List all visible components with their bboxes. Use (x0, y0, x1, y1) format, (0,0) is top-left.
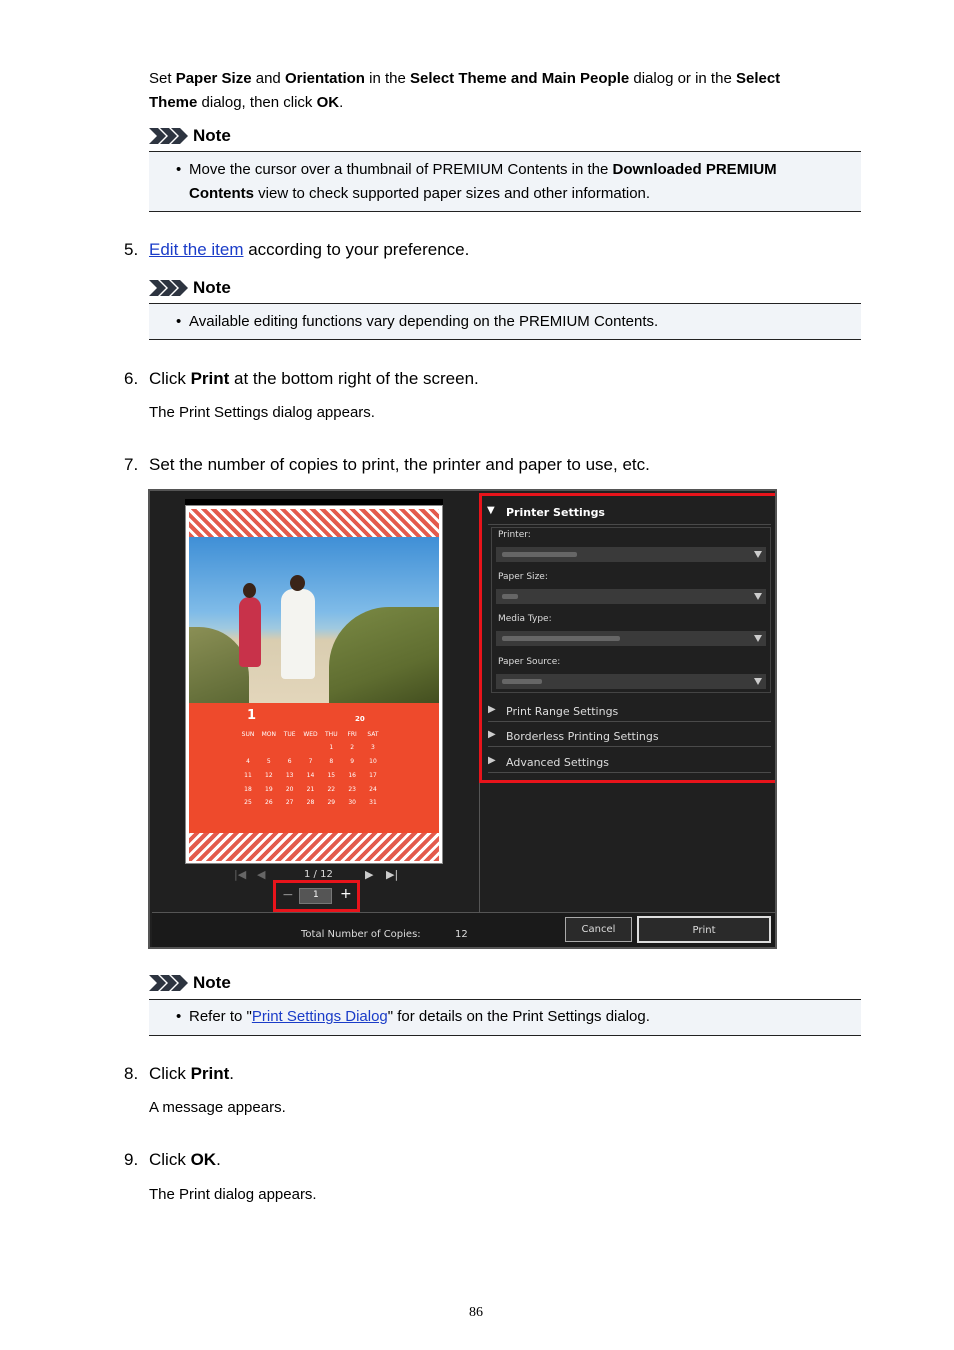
note-box (149, 303, 861, 340)
separator (488, 746, 771, 747)
calendar-week: 25 26 27 28 29 30 31 (244, 799, 377, 806)
calendar-year: 20 (355, 715, 365, 723)
step-number: 9. (124, 1150, 139, 1169)
total-copies-label: Total Number of Copies: (301, 929, 421, 940)
step-8-text: Click Print. (149, 1064, 235, 1083)
page-number: 86 (469, 1305, 483, 1320)
paper-size-select[interactable] (496, 589, 766, 604)
paper-source-label: Paper Source: (498, 657, 561, 667)
advanced-settings[interactable]: Advanced Settings (506, 756, 609, 769)
calendar-weekdays: SUN MON TUE WED THU FRI SAT (241, 731, 379, 738)
expand-triangle-icon[interactable]: ▼ (487, 505, 495, 516)
note-item: • Available editing functions vary depending on the PREMIUM Contents. (176, 313, 659, 330)
pattern-band (189, 509, 439, 537)
separator (488, 721, 771, 722)
photo (189, 537, 439, 703)
note-title: Note (193, 278, 231, 297)
cancel-button[interactable]: Cancel (565, 917, 632, 942)
calendar-grid-area (189, 703, 439, 833)
note-item: • Move the cursor over a thumbnail of PREMIUM Contents in the Downloaded PREMIUM Contents view to check supported paper sizes and other information. (176, 161, 777, 202)
step-6-text: Click Print at the bottom right of the screen. (149, 369, 479, 388)
note-heading (149, 972, 231, 994)
total-copies-value: 12 (455, 929, 468, 940)
edit-item-link[interactable]: Edit the item (149, 240, 244, 259)
copies-input[interactable]: 1 (299, 888, 332, 904)
first-page-icon[interactable]: |◀ (234, 868, 247, 881)
note-arrows-icon (149, 280, 189, 296)
pattern-band (189, 833, 439, 861)
note-heading (149, 277, 231, 299)
note-arrows-icon (149, 128, 189, 144)
print-button[interactable]: Print (637, 916, 771, 943)
next-page-icon[interactable]: ▶ (365, 868, 374, 881)
note-box (149, 151, 861, 212)
note-item: • Refer to "Print Settings Dialog" for details on the Print Settings dialog. (176, 1008, 650, 1025)
calendar-week: 4 5 6 7 8 9 10 (246, 758, 377, 765)
calendar-week: 18 19 20 21 22 23 24 (244, 786, 377, 793)
step-8-result: A message appears. (149, 1099, 286, 1116)
calendar-preview (185, 505, 443, 864)
separator (488, 772, 771, 773)
step-number: 5. (124, 240, 139, 259)
note-heading (149, 125, 231, 147)
calendar-month: 1 (247, 708, 257, 723)
step-number: 6. (124, 369, 139, 388)
media-type-label: Media Type: (498, 614, 552, 624)
prev-page-icon[interactable]: ◀ (257, 868, 266, 881)
paper-size-label: Paper Size: (498, 572, 548, 582)
print-range-settings[interactable]: Print Range Settings (506, 705, 619, 718)
paper-source-select[interactable] (496, 674, 766, 689)
chevron-down-icon (754, 551, 762, 558)
expand-triangle-icon[interactable]: ▶ (488, 729, 496, 740)
printer-select[interactable] (496, 547, 766, 562)
note-box (149, 999, 861, 1036)
step-5-text: Edit the item according to your preference. (149, 240, 470, 259)
print-settings-dialog-link[interactable]: Print Settings Dialog (251, 1008, 388, 1025)
printer-label: Printer: (498, 530, 531, 540)
last-page-icon[interactable]: ▶| (386, 868, 399, 881)
note-title: Note (193, 973, 231, 992)
printer-settings-header[interactable]: Printer Settings (506, 506, 605, 519)
note-arrows-icon (149, 975, 189, 991)
calendar-week: 11 12 13 14 15 16 17 (244, 772, 377, 779)
print-settings-screenshot (148, 489, 777, 949)
note-title: Note (193, 126, 231, 145)
separator (488, 524, 771, 525)
step-6-result: The Print Settings dialog appears. (149, 404, 375, 421)
woman-figure (239, 597, 261, 667)
chevron-down-icon (754, 635, 762, 642)
plus-icon[interactable]: + (340, 886, 352, 902)
step-9-text: Click OK. (149, 1150, 221, 1169)
borderless-printing-settings[interactable]: Borderless Printing Settings (506, 730, 659, 743)
step-9-result: The Print dialog appears. (149, 1186, 317, 1203)
step-number: 7. (124, 455, 139, 474)
media-type-select[interactable] (496, 631, 766, 646)
page-counter: 1 / 12 (304, 869, 333, 880)
expand-triangle-icon[interactable]: ▶ (488, 704, 496, 715)
step-7-text: Set the number of copies to print, the printer and paper to use, etc. (149, 455, 650, 474)
minus-icon[interactable]: − (282, 887, 294, 903)
chevron-down-icon (754, 593, 762, 600)
expand-triangle-icon[interactable]: ▶ (488, 755, 496, 766)
intro-paragraph: Set Paper Size and Orientation in the Select Theme and Main People dialog or in the Select Theme dialog, then click OK. (149, 70, 781, 111)
step-number: 8. (124, 1064, 139, 1083)
calendar-week: 1 2 3 (329, 744, 375, 751)
chevron-down-icon (754, 678, 762, 685)
man-figure (281, 589, 315, 679)
